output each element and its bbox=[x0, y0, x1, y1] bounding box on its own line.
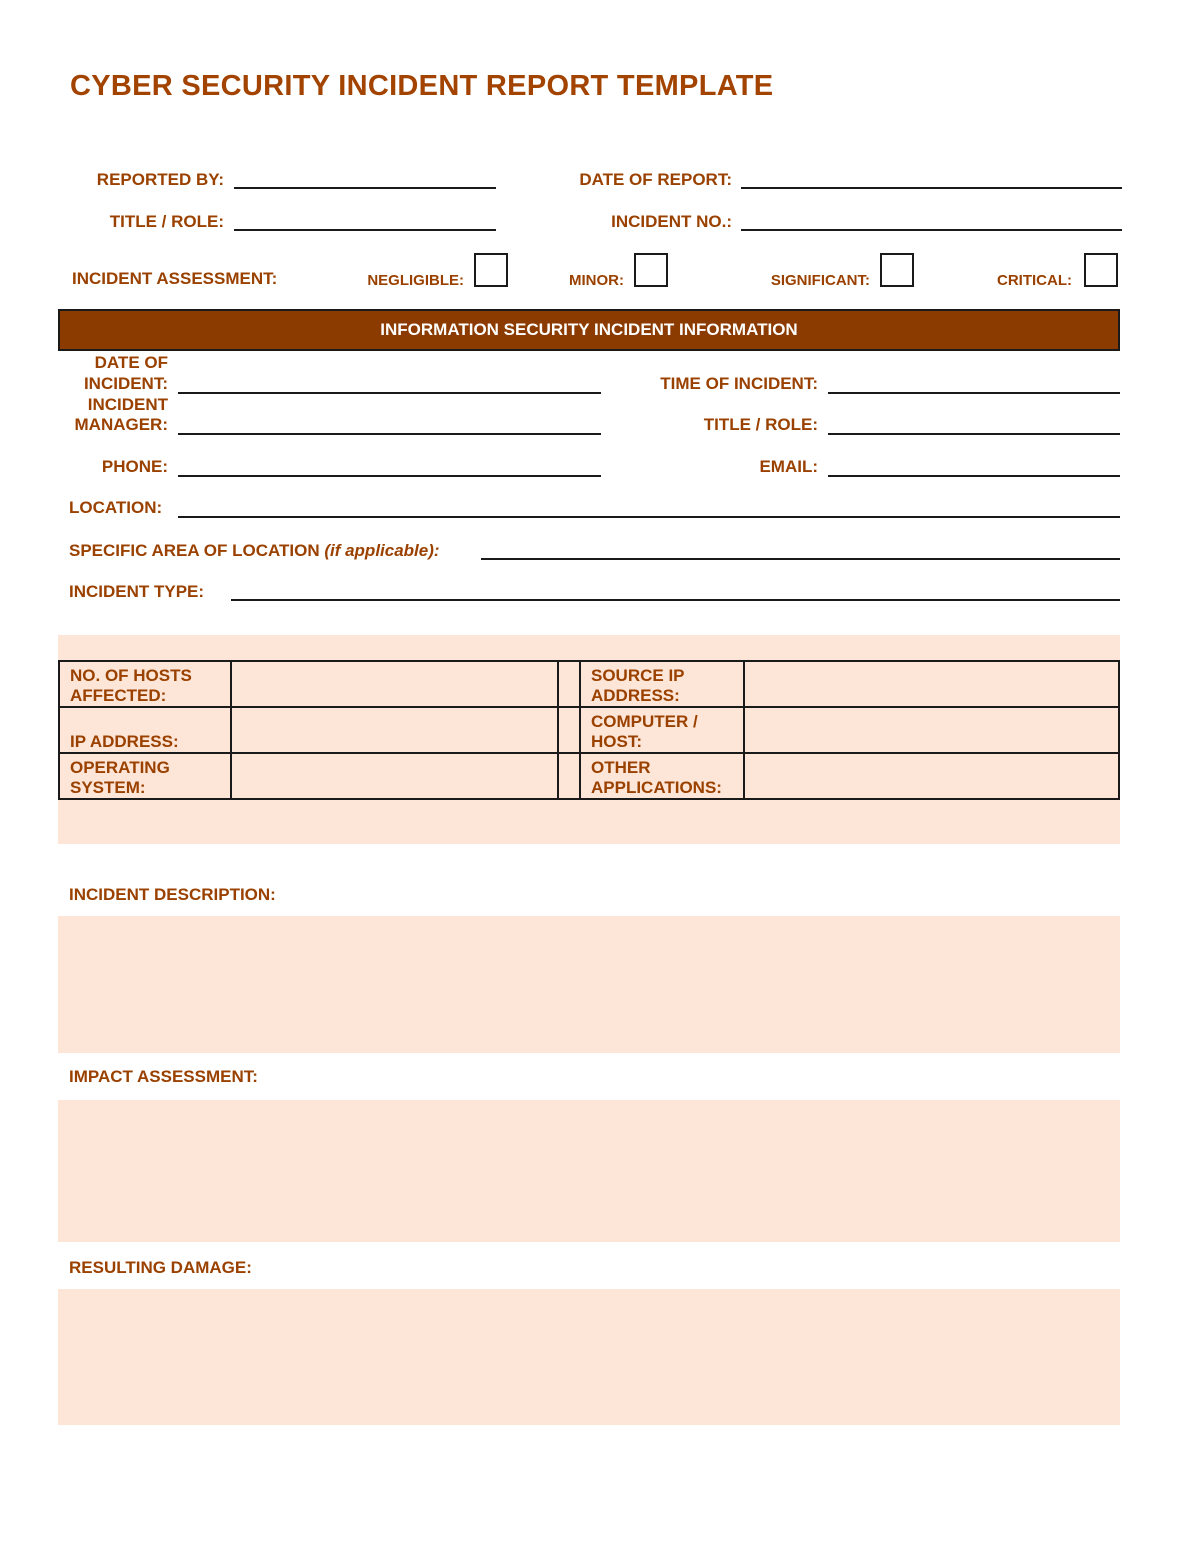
grid-gap bbox=[558, 707, 580, 753]
incident-manager-field[interactable] bbox=[178, 433, 601, 435]
incident-no-field[interactable] bbox=[741, 229, 1122, 231]
incident-description-label: INCIDENT DESCRIPTION: bbox=[69, 885, 276, 904]
source-ip-label: SOURCE IP ADDRESS: bbox=[580, 661, 744, 707]
date-of-incident-label-line2: INCIDENT: bbox=[83, 374, 168, 393]
operating-system-label: OPERATING SYSTEM: bbox=[59, 753, 231, 799]
host-details-table bbox=[58, 660, 1120, 800]
incident-type-label: INCIDENT TYPE: bbox=[69, 582, 205, 601]
manager-title-role-field[interactable] bbox=[828, 433, 1120, 435]
grid-gap bbox=[558, 753, 580, 799]
email-label: EMAIL: bbox=[759, 457, 818, 476]
specific-area-note: (if applicable): bbox=[324, 541, 440, 560]
computer-host-cell[interactable] bbox=[744, 707, 1119, 753]
critical-label: CRITICAL: bbox=[997, 272, 1072, 289]
location-field[interactable] bbox=[178, 516, 1120, 518]
date-of-incident-label-line1: DATE OF bbox=[94, 353, 168, 372]
source-ip-cell[interactable] bbox=[744, 661, 1119, 707]
section-banner: INFORMATION SECURITY INCIDENT INFORMATION bbox=[58, 309, 1120, 351]
impact-assessment-label: IMPACT ASSESSMENT: bbox=[69, 1067, 258, 1086]
ip-address-label: IP ADDRESS: bbox=[59, 707, 231, 753]
resulting-damage-area[interactable] bbox=[58, 1289, 1120, 1425]
minor-label: MINOR: bbox=[569, 272, 624, 289]
specific-area-field[interactable] bbox=[481, 558, 1120, 560]
time-of-incident-label: TIME OF INCIDENT: bbox=[660, 374, 818, 393]
incident-manager-label-line1: INCIDENT bbox=[87, 395, 168, 414]
hosts-affected-cell[interactable] bbox=[231, 661, 558, 707]
page-title: CYBER SECURITY INCIDENT REPORT TEMPLATE bbox=[70, 70, 774, 102]
incident-no-label: INCIDENT NO.: bbox=[611, 212, 732, 231]
table-row bbox=[59, 661, 1119, 707]
operating-system-cell[interactable] bbox=[231, 753, 558, 799]
critical-checkbox[interactable] bbox=[1084, 253, 1118, 287]
reported-by-label: REPORTED BY: bbox=[96, 170, 224, 189]
title-role-label: TITLE / ROLE: bbox=[109, 212, 224, 231]
grid-gap bbox=[558, 661, 580, 707]
date-of-report-label: DATE OF REPORT: bbox=[579, 170, 732, 189]
email-field[interactable] bbox=[828, 475, 1120, 477]
location-label: LOCATION: bbox=[69, 498, 163, 517]
specific-area-text: SPECIFIC AREA OF LOCATION bbox=[69, 541, 320, 560]
incident-description-area[interactable] bbox=[58, 916, 1120, 1053]
time-of-incident-field[interactable] bbox=[828, 392, 1120, 394]
incident-manager-label-line2: MANAGER: bbox=[74, 415, 168, 434]
specific-area-label bbox=[69, 540, 440, 561]
significant-checkbox[interactable] bbox=[880, 253, 914, 287]
ip-address-cell[interactable] bbox=[231, 707, 558, 753]
reported-by-field[interactable] bbox=[234, 187, 496, 189]
table-row bbox=[59, 707, 1119, 753]
impact-assessment-area[interactable] bbox=[58, 1100, 1120, 1242]
phone-label: PHONE: bbox=[101, 457, 168, 476]
phone-field[interactable] bbox=[178, 475, 601, 477]
manager-title-role-label: TITLE / ROLE: bbox=[703, 415, 818, 434]
date-of-incident-field[interactable] bbox=[178, 392, 601, 394]
table-row bbox=[59, 753, 1119, 799]
negligible-checkbox[interactable] bbox=[474, 253, 508, 287]
significant-label: SIGNIFICANT: bbox=[770, 272, 870, 289]
other-applications-label: OTHER APPLICATIONS: bbox=[580, 753, 744, 799]
minor-checkbox[interactable] bbox=[634, 253, 668, 287]
date-of-report-field[interactable] bbox=[741, 187, 1122, 189]
title-role-field[interactable] bbox=[234, 229, 496, 231]
incident-assessment-label: INCIDENT ASSESSMENT: bbox=[72, 269, 278, 288]
incident-type-field[interactable] bbox=[231, 599, 1120, 601]
negligible-label: NEGLIGIBLE: bbox=[367, 272, 464, 289]
resulting-damage-label: RESULTING DAMAGE: bbox=[69, 1258, 252, 1277]
other-applications-cell[interactable] bbox=[744, 753, 1119, 799]
computer-host-label: COMPUTER / HOST: bbox=[580, 707, 744, 753]
hosts-affected-label: NO. OF HOSTS AFFECTED: bbox=[59, 661, 231, 707]
